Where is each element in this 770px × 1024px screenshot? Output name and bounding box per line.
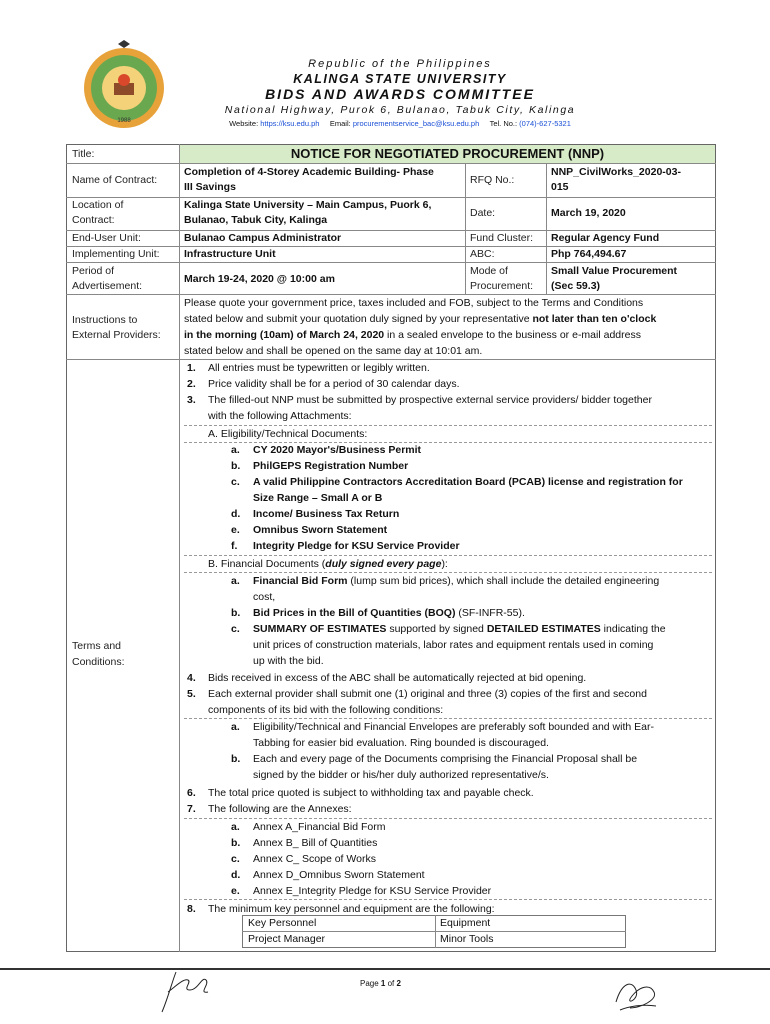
page-number [360,979,401,988]
table-cell-personnel: Project Manager [248,933,326,945]
annex-a: Annex A_Financial Bid Form [253,821,386,833]
svg-text:1988: 1988 [117,118,131,124]
fin-bid-form-bold: Financial Bid Form [253,575,348,587]
footer-rule [0,968,770,970]
doc-pcab-2: Size Range – Small A or B [253,492,383,504]
mode-label-1: Mode of [470,265,508,277]
page-title: NOTICE FOR NEGOTIATED PROCUREMENT (NNP) [290,146,605,161]
rfq-value-1: NNP_CivilWorks_2020-03- [551,166,681,178]
section-b-pre: B. Financial Documents ( [208,558,326,570]
section-b-emphasis: duly signed every page [325,558,442,570]
section-b-heading [208,557,448,572]
fin-bid-form [253,574,659,589]
list-marker: a. [231,721,240,733]
instr-label-1: Instructions to [72,314,138,326]
instr-line-3 [184,328,641,343]
doc-omnibus: Omnibus Sworn Statement [253,524,388,536]
mode-value-1: Small Value Procurement [551,265,678,277]
signature-left [158,968,214,1014]
rfq-value-2: 015 [551,181,569,193]
list-marker: a. [231,821,240,833]
col-divider [179,144,180,952]
list-marker: d. [231,508,241,520]
rfq-label: RFQ No.: [470,174,515,186]
term-number: 3. [187,394,196,406]
term-2: Price validity shall be for a period of 30 calendar days. [208,378,460,390]
section-a-heading: A. Eligibility/Technical Documents: [208,428,368,440]
dashed-divider [184,425,712,426]
instr-label-2: External Providers: [72,329,161,341]
fin-summary-2: unit prices of construction materials, labor rates and equipment rentals used in coming [253,639,654,651]
instr-3a-deadline: in the morning (10am) of March 24, 2020 [184,329,385,341]
terms-label-2: Conditions: [72,656,125,668]
instr-line-4: stated below and shall be opened on the same day at 10:01 am. [184,345,483,357]
list-marker: e. [231,885,240,897]
list-marker: a. [231,575,240,587]
doc-mayors-permit: CY 2020 Mayor's/Business Permit [253,444,422,456]
term-number: 6. [187,787,196,799]
header-address: National Highway, Purok 6, Bulanao, Tabuk City, Kalinga [224,104,576,116]
terms-label-1: Terms and [72,640,122,652]
date-value: March 19, 2020 [551,207,626,219]
website-link[interactable]: https://ksu.edu.ph [260,119,320,128]
fin-summary [253,622,666,637]
email-label: Email: [329,119,351,128]
cond-5b-2: signed by the bidder or his/her duly authorized representative/s. [253,769,549,781]
contract-value-1: Completion of 4-Storey Academic Building- Phase [184,166,434,178]
section-b-post: ): [441,558,448,570]
list-marker: c. [231,476,240,488]
instr-line-2 [184,312,656,327]
university-seal-logo [78,38,170,130]
term-6: The total price quoted is subject to withholding tax and payable check. [208,787,534,799]
list-marker: b. [231,837,241,849]
row-line [66,294,716,295]
tel-value: (074)-627-5321 [519,119,571,128]
contract-value-2: III Savings [184,181,236,193]
header-university: KALINGA STATE UNIVERSITY [293,72,507,86]
term-4: Bids received in excess of the ABC shall be automatically rejected at bid opening. [208,672,587,684]
term-number: 4. [187,672,196,684]
mode-value-2: (Sec 59.3) [551,280,601,292]
term-number: 1. [187,362,196,374]
fin-summary-end: indicating the [600,623,666,635]
term-number: 5. [187,688,196,700]
doc-philgeps: PhilGEPS Registration Number [253,460,409,472]
annex-d: Annex D_Omnibus Sworn Statement [253,869,425,881]
annex-e: Annex E_Integrity Pledge for KSU Service Provider [253,885,492,897]
term-number: 2. [187,378,196,390]
annex-b: Annex B_ Bill of Quantities [253,837,378,849]
instr-2b-deadline: not later than ten o'clock [532,313,657,325]
period-value: March 19-24, 2020 @ 10:00 am [184,273,335,285]
term-1: All entries must be typewritten or legibly written. [208,362,430,374]
header-republic: Republic of the Philippines [308,58,492,70]
mode-label-2: Procurement: [470,280,534,292]
title-label: Title: [72,148,95,160]
fin-bid-form-desc: (lump sum bid prices), which shall include the detailed engineering [347,575,660,587]
list-marker: e. [231,524,240,536]
location-label-2: Contract: [72,214,115,226]
page-pre: Page [360,979,381,988]
fin-summary-bold-2: DETAILED ESTIMATES [486,623,601,635]
impl-value: Infrastructure Unit [184,248,276,260]
dashed-divider [184,899,712,900]
term-8: The minimum key personnel and equipment are the following: [208,903,495,915]
header-contacts [180,119,620,128]
instr-line-1: Please quote your government price, taxes included and FOB, subject to the Terms and Conditions [184,297,644,309]
fin-summary-bold: SUMMARY OF ESTIMATES [253,623,387,635]
term-5a: Each external provider shall submit one (1) original and three (3) copies of the first and second [208,688,647,700]
website-label: Website: [229,119,259,128]
dashed-divider [184,555,712,556]
contract-label: Name of Contract: [72,174,158,186]
table-header-personnel: Key Personnel [248,917,317,929]
fin-bid-form-2: cost, [253,591,276,603]
col-divider-2 [465,163,466,294]
dashed-divider [184,718,712,719]
dashed-divider [184,818,712,819]
term-5b: components of its bid with the following conditions: [208,704,444,716]
fund-label: Fund Cluster: [470,232,534,244]
term-3b: with the following Attachments: [208,410,352,422]
list-marker: d. [231,869,241,881]
term-7: The following are the Annexes: [208,803,352,815]
cond-5a-2: Tabbing for easier bid evaluation. Ring bounded is discouraged. [253,737,549,749]
fin-summary-3: up with the bid. [253,655,324,667]
date-label: Date: [470,207,496,219]
period-label-1: Period of [72,265,115,277]
abc-value: Php 764,494.67 [551,248,627,260]
cond-5a-1: Eligibility/Technical and Financial Envelopes are preferably soft bounded and with Ear- [253,721,654,733]
annex-c: Annex C_ Scope of Works [253,853,376,865]
table-cell-equipment: Minor Tools [440,933,494,945]
page-current: 1 [380,979,386,988]
enduser-value: Bulanao Campus Administrator [184,232,342,244]
tel-label: Tel. No.: [489,119,518,128]
term-3a: The filled-out NNP must be submitted by prospective external service providers/ bidder together [208,394,652,406]
signature-right [610,972,660,1014]
cond-5b-1: Each and every page of the Documents comprising the Financial Proposal shall be [253,753,638,765]
row-line [66,262,716,263]
period-label-2: Advertisement: [72,280,143,292]
instr-2a: stated below and submit your quotation duly signed by your representative [184,313,533,325]
fin-boq-bold: Bid Prices in the Bill of Quantities (BOQ) [253,607,456,619]
fin-boq [253,606,525,621]
fin-boq-desc: (SF-INFR-55). [455,607,525,619]
location-label-1: Location of [72,199,124,211]
dashed-divider [184,572,712,573]
doc-tax-return: Income/ Business Tax Return [253,508,400,520]
row-line [66,359,716,360]
location-value-2: Bulanao, Tabuk City, Kalinga [184,214,328,226]
list-marker: c. [231,623,240,635]
instr-3b: in a sealed envelope to the business or e-mail address [384,329,641,341]
fund-value: Regular Agency Fund [551,232,660,244]
impl-label: Implementing Unit: [72,248,160,260]
list-marker: b. [231,607,241,619]
page-total: 2 [396,979,401,988]
col-divider-3 [546,163,547,294]
term-number: 7. [187,803,196,815]
email-link[interactable]: procurementservice_bac@ksu.edu.ph [352,119,480,128]
doc-pcab-1: A valid Philippine Contractors Accreditation Board (PCAB) license and registration for [253,476,683,488]
table-header-equipment: Equipment [440,917,491,929]
page-of: of [385,979,397,988]
list-marker: f. [231,540,238,552]
header-committee: BIDS AND AWARDS COMMITTEE [265,86,535,102]
abc-label: ABC: [470,248,495,260]
list-marker: b. [231,753,241,765]
list-marker: c. [231,853,240,865]
doc-integrity: Integrity Pledge for KSU Service Provider [253,540,460,552]
fin-summary-mid: supported by signed [386,623,487,635]
enduser-label: End-User Unit: [72,232,141,244]
list-marker: a. [231,444,240,456]
row-line [66,163,716,164]
location-value-1: Kalinga State University – Main Campus, Puork 6, [184,199,432,211]
list-marker: b. [231,460,241,472]
term-number: 8. [187,903,196,915]
